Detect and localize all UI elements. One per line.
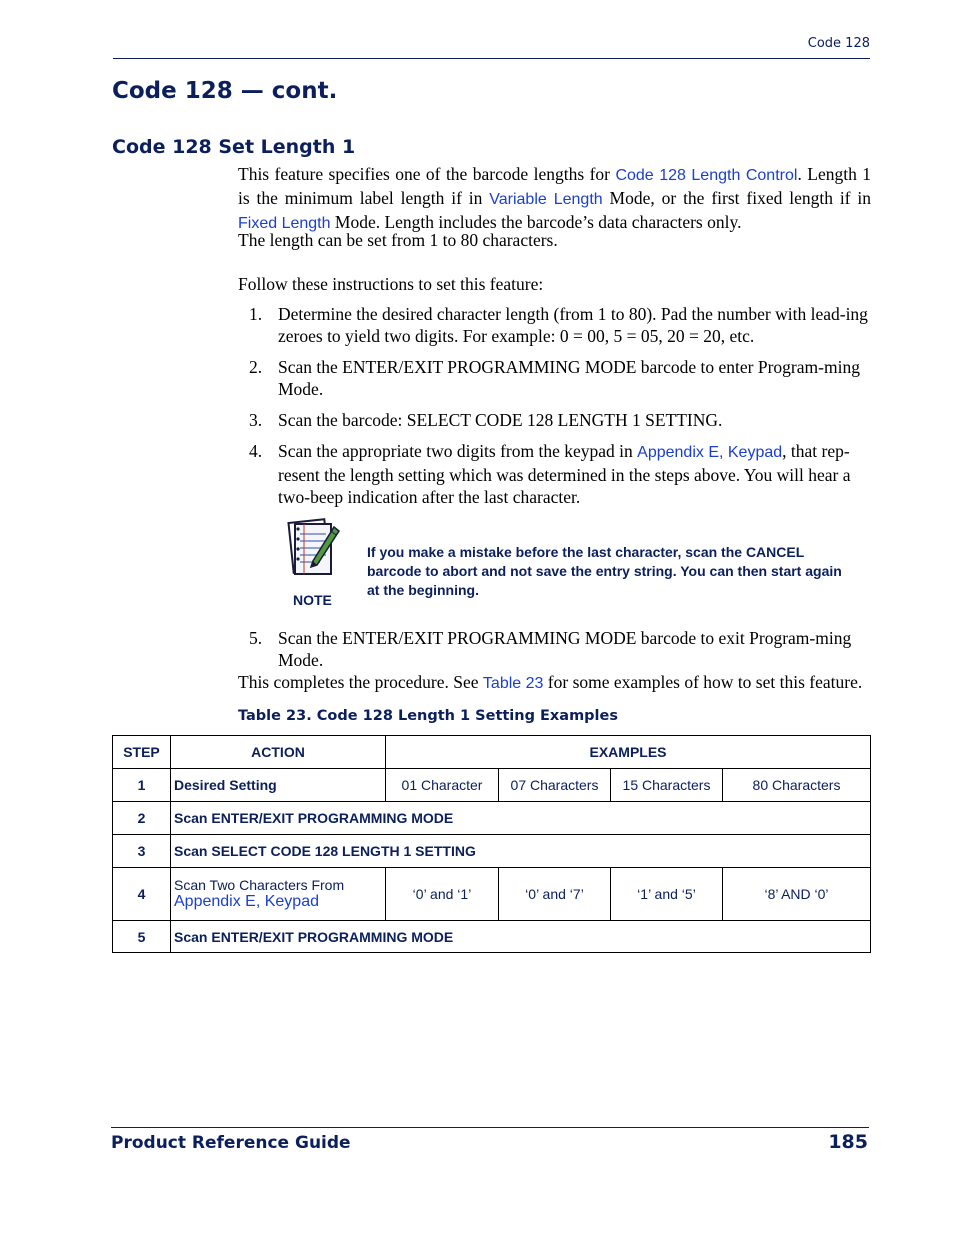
intro-text: . Length 1 is the minimum label length if in — [238, 164, 872, 208]
cell-action: Scan SELECT CODE 128 LENGTH 1 SETTING — [171, 835, 871, 868]
step-text-part: , that rep-resent the length setting which was determined in the steps above. You will hear a two-beep indication after the last character. — [278, 441, 851, 507]
step-text-part: Scan the appropriate two digits from the keypad in — [278, 441, 638, 461]
note-label: NOTE — [293, 592, 332, 608]
cell-example: 15 Characters — [611, 769, 723, 802]
table-row — [113, 921, 871, 953]
step-number: 1. — [249, 304, 263, 324]
step-item — [249, 627, 871, 671]
completes-paragraph — [238, 671, 862, 695]
cell-example: 80 Characters — [723, 769, 871, 802]
table-row — [113, 868, 871, 921]
cell-action-text: Scan Two Characters From — [174, 877, 345, 893]
cell-step: 3 — [113, 835, 171, 868]
link-fixed-length[interactable]: Fixed Length — [238, 215, 331, 232]
intro-text: This feature specifies one of the barcode lengths for — [238, 164, 616, 184]
header-examples: EXAMPLES — [386, 736, 871, 769]
cell-step: 5 — [113, 921, 171, 953]
step-number: 5. — [249, 628, 263, 648]
step-text: Scan the ENTER/EXIT PROGRAMMING MODE barcode to exit Program-ming Mode. — [278, 628, 852, 670]
step-number: 3. — [249, 410, 263, 430]
cell-step: 2 — [113, 802, 171, 835]
running-header: Code 128 — [807, 36, 870, 51]
section-title: Code 128 Set Length 1 — [112, 136, 356, 158]
table-row — [113, 769, 871, 802]
cell-action: Scan ENTER/EXIT PROGRAMMING MODE — [171, 802, 871, 835]
link-code128-length-control[interactable]: Code 128 Length Control — [615, 167, 798, 184]
step-item — [249, 303, 871, 347]
completes-text: for some examples of how to set this feature. — [543, 672, 863, 692]
step-item — [249, 409, 871, 431]
step-text: Scan the barcode: SELECT CODE 128 LENGTH 1 SETTING. — [278, 410, 723, 430]
cell-example: ‘0’ and ‘7’ — [499, 868, 611, 921]
cell-example: 07 Characters — [499, 769, 611, 802]
cell-example: ‘1’ and ‘5’ — [611, 868, 723, 921]
step-item — [249, 356, 871, 400]
cell-action: Desired Setting — [171, 769, 386, 802]
footer-title: Product Reference Guide — [111, 1133, 351, 1153]
intro-text: Mode. Length includes the barcode’s data characters only. — [330, 212, 742, 232]
cell-action: Scan ENTER/EXIT PROGRAMMING MODE — [171, 921, 871, 953]
header-step: STEP — [113, 736, 171, 769]
link-appendix-e-keypad[interactable]: Appendix E, Keypad — [174, 893, 319, 910]
settings-examples-table — [112, 735, 871, 953]
notepad-pencil-icon — [286, 517, 342, 577]
header-action: ACTION — [171, 736, 386, 769]
step-text: Scan the ENTER/EXIT PROGRAMMING MODE barcode to enter Program-ming Mode. — [278, 357, 860, 399]
cell-step: 4 — [113, 868, 171, 921]
step-number: 4. — [249, 441, 263, 461]
step-text: Determine the desired character length (from 1 to 80). Pad the number with lead-ing zeroes to yield two digits. For example: 0 = 00, 5 = 05, 20 = 20, etc. — [278, 304, 868, 346]
step-number: 2. — [249, 357, 263, 377]
follow-text: Follow these instructions to set this feature: — [238, 274, 544, 294]
intro-paragraph — [238, 163, 871, 235]
link-variable-length[interactable]: Variable Length — [489, 191, 603, 208]
page-title: Code 128 — cont. — [112, 78, 338, 104]
link-table-23[interactable]: Table 23 — [482, 675, 544, 692]
link-appendix-e-keypad[interactable]: Appendix E, Keypad — [637, 444, 783, 461]
cell-example: ‘0’ and ‘1’ — [386, 868, 499, 921]
table-row — [113, 802, 871, 835]
step-text — [278, 440, 871, 508]
table-caption: Table 23. Code 128 Length 1 Setting Examples — [238, 708, 618, 724]
footer-rule — [111, 1127, 869, 1128]
step-item — [249, 440, 871, 508]
intro-text: Mode, or the first fixed length if in — [602, 188, 871, 208]
table-row — [113, 835, 871, 868]
completes-text: This completes the procedure. See — [238, 672, 483, 692]
header-rule — [113, 58, 870, 59]
cell-example: 01 Character — [386, 769, 499, 802]
table-header-row — [113, 736, 871, 769]
cell-example: ‘8’ AND ‘0’ — [723, 868, 871, 921]
cell-step: 1 — [113, 769, 171, 802]
note-text: If you make a mistake before the last character, scan the CANCEL barcode to abort and not save the entry string. You can then start again at the beginning. — [367, 544, 842, 598]
cell-action — [171, 868, 386, 921]
page-number: 185 — [828, 1131, 868, 1153]
range-text: The length can be set from 1 to 80 characters. — [238, 230, 558, 250]
